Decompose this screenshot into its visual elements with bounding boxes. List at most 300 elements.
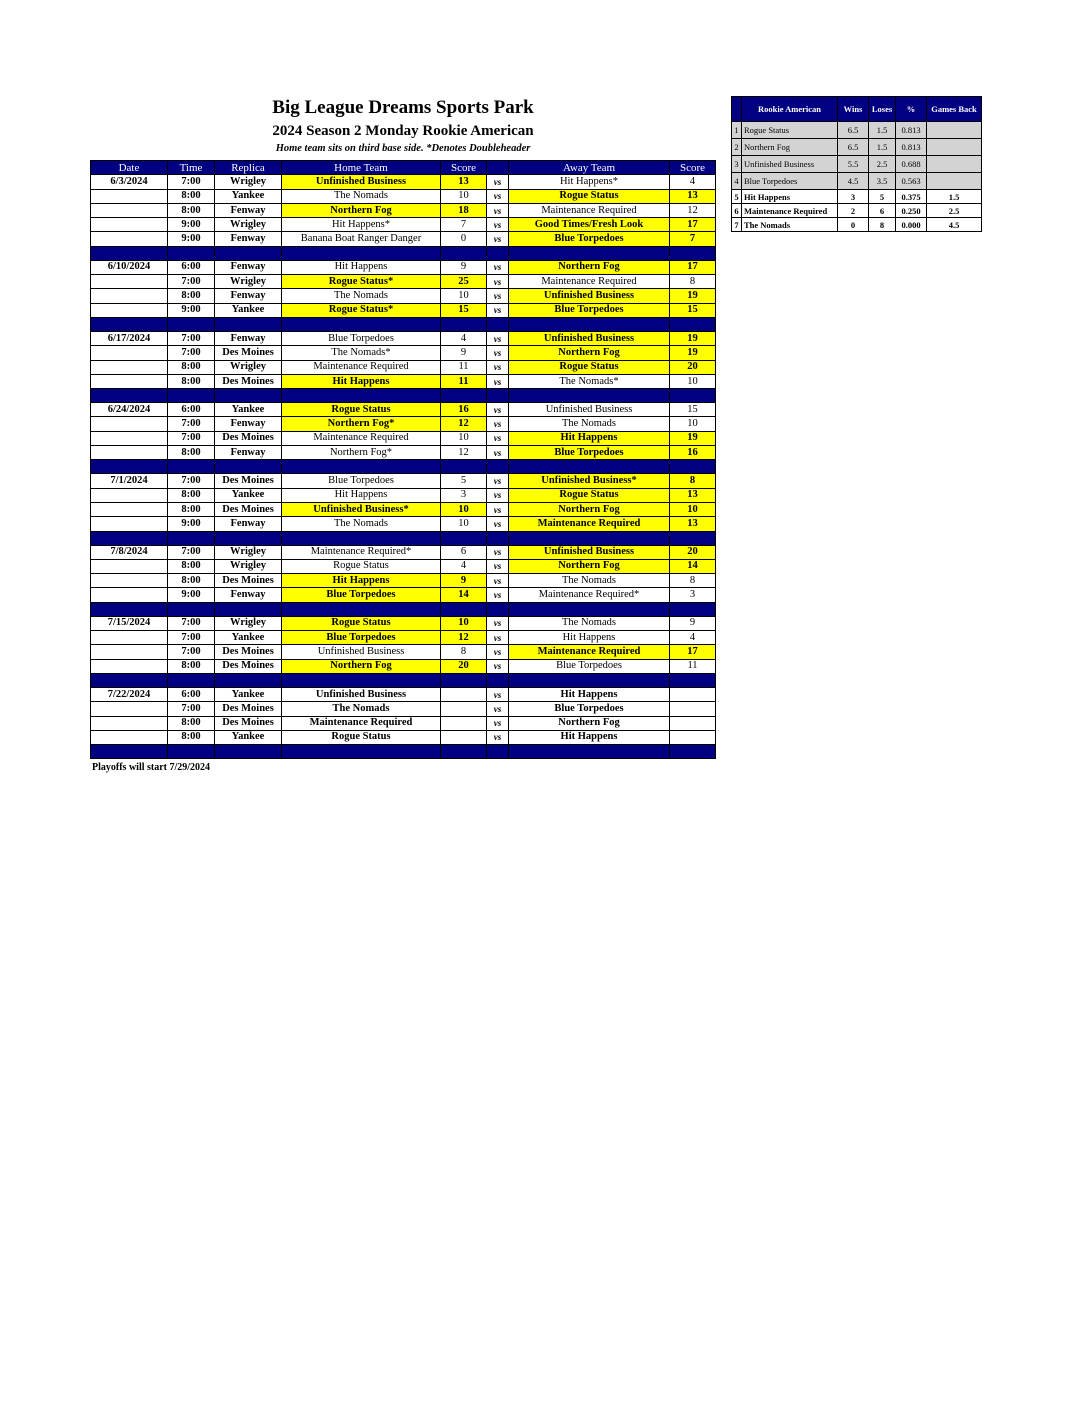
vs-label: vs: [487, 574, 509, 588]
home-team: Rogue Status*: [282, 303, 441, 317]
game-replica: Des Moines: [215, 702, 282, 716]
away-score: 13: [670, 189, 716, 203]
game-time: 8:00: [168, 446, 215, 460]
separator-cell: [441, 460, 487, 474]
home-score: 8: [441, 645, 487, 659]
away-score: 3: [670, 588, 716, 602]
home-team: Maintenance Required: [282, 360, 441, 374]
game-time: 8:00: [168, 360, 215, 374]
home-team: Banana Boat Ranger Danger: [282, 232, 441, 246]
game-time: 9:00: [168, 517, 215, 531]
separator-cell: [215, 389, 282, 403]
separator-cell: [670, 531, 716, 545]
game-row: [91, 574, 716, 588]
game-row: [91, 446, 716, 460]
game-date: [91, 232, 168, 246]
game-date: [91, 374, 168, 388]
home-score: 10: [441, 189, 487, 203]
home-team: Hit Happens: [282, 488, 441, 502]
home-team: The Nomads*: [282, 346, 441, 360]
standings-team: Rogue Status: [742, 122, 838, 139]
standings-header-loses: Loses: [869, 97, 896, 122]
vs-label: vs: [487, 502, 509, 516]
home-team: The Nomads: [282, 289, 441, 303]
game-date: [91, 203, 168, 217]
week-separator: [91, 531, 716, 545]
separator-cell: [168, 389, 215, 403]
away-score: 19: [670, 431, 716, 445]
away-score: [670, 702, 716, 716]
game-replica: Wrigley: [215, 360, 282, 374]
separator-cell: [441, 389, 487, 403]
home-score: 14: [441, 588, 487, 602]
game-replica: Des Moines: [215, 502, 282, 516]
separator-cell: [215, 531, 282, 545]
separator-cell: [509, 246, 670, 260]
separator-cell: [168, 317, 215, 331]
separator-cell: [509, 602, 670, 616]
game-time: 6:00: [168, 260, 215, 274]
game-row: [91, 588, 716, 602]
game-row: [91, 659, 716, 673]
standings-loses: 1.5: [869, 122, 896, 139]
game-date: [91, 702, 168, 716]
standings-rank: 5: [732, 190, 742, 204]
vs-label: vs: [487, 218, 509, 232]
game-row: [91, 203, 716, 217]
game-replica: Des Moines: [215, 431, 282, 445]
separator-cell: [282, 246, 441, 260]
vs-label: vs: [487, 374, 509, 388]
vs-label: vs: [487, 702, 509, 716]
away-score: 19: [670, 346, 716, 360]
vs-label: vs: [487, 545, 509, 559]
game-time: 6:00: [168, 403, 215, 417]
game-replica: Fenway: [215, 446, 282, 460]
home-score: 5: [441, 474, 487, 488]
away-team: The Nomads*: [509, 374, 670, 388]
week-separator: [91, 460, 716, 474]
home-score: 9: [441, 346, 487, 360]
game-date: [91, 417, 168, 431]
home-team: Northern Fog: [282, 203, 441, 217]
week-separator: [91, 246, 716, 260]
home-score: 4: [441, 331, 487, 345]
home-team: Maintenance Required*: [282, 545, 441, 559]
week-separator: [91, 317, 716, 331]
vs-label: vs: [487, 275, 509, 289]
game-date: [91, 360, 168, 374]
game-date: [91, 303, 168, 317]
home-score: [441, 687, 487, 701]
separator-cell: [487, 745, 509, 759]
home-score: 11: [441, 374, 487, 388]
separator-cell: [670, 673, 716, 687]
game-time: 9:00: [168, 303, 215, 317]
game-replica: Wrigley: [215, 545, 282, 559]
schedule-body: [91, 175, 716, 759]
home-team: Northern Fog*: [282, 446, 441, 460]
game-time: 7:00: [168, 275, 215, 289]
col-header-home-score: Score: [441, 161, 487, 175]
home-team: Hit Happens: [282, 374, 441, 388]
col-header-away-score: Score: [670, 161, 716, 175]
away-team: Unfinished Business*: [509, 474, 670, 488]
game-date: [91, 446, 168, 460]
game-row: [91, 431, 716, 445]
standings-wins: 4.5: [838, 173, 869, 190]
away-team: Unfinished Business: [509, 331, 670, 345]
separator-cell: [509, 531, 670, 545]
vs-label: vs: [487, 659, 509, 673]
separator-cell: [91, 317, 168, 331]
game-replica: Fenway: [215, 331, 282, 345]
separator-cell: [670, 389, 716, 403]
standings-rank: 4: [732, 173, 742, 190]
away-score: 17: [670, 218, 716, 232]
standings-pct: 0.375: [896, 190, 927, 204]
home-team: Rogue Status: [282, 730, 441, 744]
game-row: [91, 260, 716, 274]
standings-header-wins: Wins: [838, 97, 869, 122]
game-date: [91, 559, 168, 573]
game-replica: Wrigley: [215, 559, 282, 573]
game-replica: Fenway: [215, 203, 282, 217]
game-time: 7:00: [168, 545, 215, 559]
game-replica: Des Moines: [215, 346, 282, 360]
game-row: [91, 403, 716, 417]
away-team: Blue Torpedoes: [509, 232, 670, 246]
game-date: [91, 189, 168, 203]
home-score: [441, 730, 487, 744]
game-replica: Wrigley: [215, 218, 282, 232]
game-row: [91, 559, 716, 573]
vs-label: vs: [487, 687, 509, 701]
col-header-replica: Replica: [215, 161, 282, 175]
separator-cell: [215, 460, 282, 474]
home-team: The Nomads: [282, 702, 441, 716]
home-team: Rogue Status: [282, 403, 441, 417]
game-replica: Wrigley: [215, 275, 282, 289]
game-row: [91, 374, 716, 388]
away-team: Rogue Status: [509, 360, 670, 374]
separator-cell: [441, 745, 487, 759]
away-team: Hit Happens: [509, 687, 670, 701]
home-score: 10: [441, 616, 487, 630]
game-time: 8:00: [168, 289, 215, 303]
home-score: 11: [441, 360, 487, 374]
game-row: [91, 346, 716, 360]
away-team: Hit Happens: [509, 730, 670, 744]
game-replica: Des Moines: [215, 659, 282, 673]
game-row: [91, 303, 716, 317]
separator-cell: [168, 531, 215, 545]
vs-label: vs: [487, 645, 509, 659]
standings-games-back: [927, 173, 982, 190]
schedule-note: Home team sits on third base side. *Denotes Doubleheader: [275, 143, 531, 154]
game-time: 8:00: [168, 189, 215, 203]
game-replica: Yankee: [215, 303, 282, 317]
separator-cell: [215, 745, 282, 759]
game-time: 9:00: [168, 588, 215, 602]
home-score: 7: [441, 218, 487, 232]
away-team: Northern Fog: [509, 559, 670, 573]
home-team: Northern Fog*: [282, 417, 441, 431]
away-team: Maintenance Required: [509, 517, 670, 531]
game-row: [91, 730, 716, 744]
game-replica: Des Moines: [215, 716, 282, 730]
game-time: 7:00: [168, 702, 215, 716]
home-score: 9: [441, 260, 487, 274]
standings-loses: 2.5: [869, 156, 896, 173]
game-time: 6:00: [168, 687, 215, 701]
game-date: [91, 218, 168, 232]
game-row: [91, 488, 716, 502]
home-score: 15: [441, 303, 487, 317]
standings-loses: 8: [869, 218, 896, 232]
separator-cell: [91, 531, 168, 545]
separator-cell: [441, 673, 487, 687]
separator-cell: [487, 602, 509, 616]
game-date: 7/22/2024: [91, 687, 168, 701]
game-row: [91, 175, 716, 189]
game-row: [91, 474, 716, 488]
game-time: 7:00: [168, 474, 215, 488]
game-replica: Yankee: [215, 687, 282, 701]
separator-cell: [168, 246, 215, 260]
vs-label: vs: [487, 474, 509, 488]
standings-games-back: 1.5: [927, 190, 982, 204]
away-team: Blue Torpedoes: [509, 303, 670, 317]
separator-cell: [670, 602, 716, 616]
away-score: 14: [670, 559, 716, 573]
game-replica: Fenway: [215, 417, 282, 431]
home-score: 10: [441, 502, 487, 516]
away-score: 10: [670, 502, 716, 516]
away-team: Rogue Status: [509, 189, 670, 203]
schedule-table: [90, 160, 716, 759]
away-score: 9: [670, 616, 716, 630]
game-time: 7:00: [168, 631, 215, 645]
game-date: 6/17/2024: [91, 331, 168, 345]
game-time: 7:00: [168, 431, 215, 445]
home-score: 16: [441, 403, 487, 417]
standings-header-division: Rookie American: [742, 97, 838, 122]
game-row: [91, 232, 716, 246]
standings-header-pct: %: [896, 97, 927, 122]
game-replica: Des Moines: [215, 645, 282, 659]
game-row: [91, 687, 716, 701]
separator-cell: [215, 317, 282, 331]
page-subtitle: 2024 Season 2 Monday Rookie American: [272, 123, 534, 139]
home-score: 10: [441, 431, 487, 445]
standings-team: Unfinished Business: [742, 156, 838, 173]
home-score: 12: [441, 631, 487, 645]
separator-cell: [509, 745, 670, 759]
separator-cell: [670, 460, 716, 474]
away-score: [670, 687, 716, 701]
home-score: 20: [441, 659, 487, 673]
week-separator: [91, 745, 716, 759]
vs-label: vs: [487, 417, 509, 431]
game-time: 8:00: [168, 488, 215, 502]
away-team: Hit Happens: [509, 631, 670, 645]
home-team: Maintenance Required: [282, 431, 441, 445]
game-row: [91, 360, 716, 374]
game-row: [91, 631, 716, 645]
home-score: 13: [441, 175, 487, 189]
home-score: 25: [441, 275, 487, 289]
game-date: 7/15/2024: [91, 616, 168, 630]
game-replica: Des Moines: [215, 574, 282, 588]
game-date: 7/1/2024: [91, 474, 168, 488]
standings-pct: 0.000: [896, 218, 927, 232]
home-score: [441, 716, 487, 730]
away-team: Hit Happens*: [509, 175, 670, 189]
game-replica: Wrigley: [215, 175, 282, 189]
away-score: 15: [670, 403, 716, 417]
col-header-date: Date: [91, 161, 168, 175]
away-score: 8: [670, 275, 716, 289]
standings-row: [732, 204, 982, 218]
game-row: [91, 517, 716, 531]
separator-cell: [282, 317, 441, 331]
away-team: The Nomads: [509, 417, 670, 431]
away-team: Rogue Status: [509, 488, 670, 502]
standings-rank: 7: [732, 218, 742, 232]
week-separator: [91, 389, 716, 403]
away-score: 8: [670, 574, 716, 588]
standings-row: [732, 173, 982, 190]
separator-cell: [487, 389, 509, 403]
game-date: 6/3/2024: [91, 175, 168, 189]
home-team: Hit Happens*: [282, 218, 441, 232]
separator-cell: [215, 246, 282, 260]
game-date: [91, 289, 168, 303]
vs-label: vs: [487, 360, 509, 374]
standings-header-row: [732, 97, 982, 122]
standings-loses: 6: [869, 204, 896, 218]
away-score: 13: [670, 488, 716, 502]
standings-row: [732, 190, 982, 204]
vs-label: vs: [487, 730, 509, 744]
separator-cell: [168, 745, 215, 759]
away-score: 16: [670, 446, 716, 460]
away-score: 15: [670, 303, 716, 317]
standings-header-games-back: Games Back: [927, 97, 982, 122]
game-row: [91, 645, 716, 659]
standings-row: [732, 156, 982, 173]
home-team: Rogue Status: [282, 559, 441, 573]
separator-cell: [91, 246, 168, 260]
home-team: Rogue Status*: [282, 275, 441, 289]
home-score: 3: [441, 488, 487, 502]
game-date: [91, 631, 168, 645]
vs-label: vs: [487, 203, 509, 217]
standings-wins: 2: [838, 204, 869, 218]
game-date: [91, 517, 168, 531]
away-score: 17: [670, 260, 716, 274]
game-replica: Fenway: [215, 289, 282, 303]
vs-label: vs: [487, 331, 509, 345]
vs-label: vs: [487, 488, 509, 502]
away-team: Maintenance Required*: [509, 588, 670, 602]
game-date: [91, 574, 168, 588]
standings-wins: 5.5: [838, 156, 869, 173]
game-date: [91, 275, 168, 289]
separator-cell: [509, 317, 670, 331]
home-score: 6: [441, 545, 487, 559]
standings-row: [732, 122, 982, 139]
separator-cell: [670, 745, 716, 759]
standings-games-back: 4.5: [927, 218, 982, 232]
separator-cell: [441, 246, 487, 260]
standings-body: [732, 122, 982, 232]
separator-cell: [91, 460, 168, 474]
away-team: Northern Fog: [509, 260, 670, 274]
standings-team: Maintenance Required: [742, 204, 838, 218]
home-team: Unfinished Business*: [282, 502, 441, 516]
away-team: The Nomads: [509, 616, 670, 630]
away-team: Maintenance Required: [509, 275, 670, 289]
standings-loses: 3.5: [869, 173, 896, 190]
standings-wins: 3: [838, 190, 869, 204]
standings-table: [731, 96, 982, 232]
vs-label: vs: [487, 189, 509, 203]
separator-cell: [282, 389, 441, 403]
standings-games-back: [927, 156, 982, 173]
standings-pct: 0.813: [896, 122, 927, 139]
game-row: [91, 417, 716, 431]
standings-wins: 6.5: [838, 139, 869, 156]
separator-cell: [282, 531, 441, 545]
game-row: [91, 275, 716, 289]
separator-cell: [168, 673, 215, 687]
game-row: [91, 545, 716, 559]
standings-rank: 3: [732, 156, 742, 173]
page-title: Big League Dreams Sports Park: [272, 97, 534, 118]
col-header-vs: [487, 161, 509, 175]
home-team: Blue Torpedoes: [282, 588, 441, 602]
home-team: Blue Torpedoes: [282, 631, 441, 645]
vs-label: vs: [487, 588, 509, 602]
separator-cell: [670, 317, 716, 331]
standings-team: The Nomads: [742, 218, 838, 232]
home-team: Rogue Status: [282, 616, 441, 630]
away-score: 10: [670, 417, 716, 431]
game-date: [91, 502, 168, 516]
home-team: Hit Happens: [282, 260, 441, 274]
away-team: Maintenance Required: [509, 645, 670, 659]
vs-label: vs: [487, 446, 509, 460]
game-row: [91, 716, 716, 730]
away-team: Good Times/Fresh Look: [509, 218, 670, 232]
vs-label: vs: [487, 559, 509, 573]
vs-label: vs: [487, 289, 509, 303]
game-date: [91, 716, 168, 730]
standings-team: Blue Torpedoes: [742, 173, 838, 190]
away-score: 10: [670, 374, 716, 388]
col-header-away-team: Away Team: [509, 161, 670, 175]
game-replica: Fenway: [215, 260, 282, 274]
separator-cell: [168, 602, 215, 616]
schedule-header-row: [91, 161, 716, 175]
game-row: [91, 616, 716, 630]
away-score: 12: [670, 203, 716, 217]
game-replica: Yankee: [215, 403, 282, 417]
game-replica: Yankee: [215, 488, 282, 502]
away-score: 8: [670, 474, 716, 488]
